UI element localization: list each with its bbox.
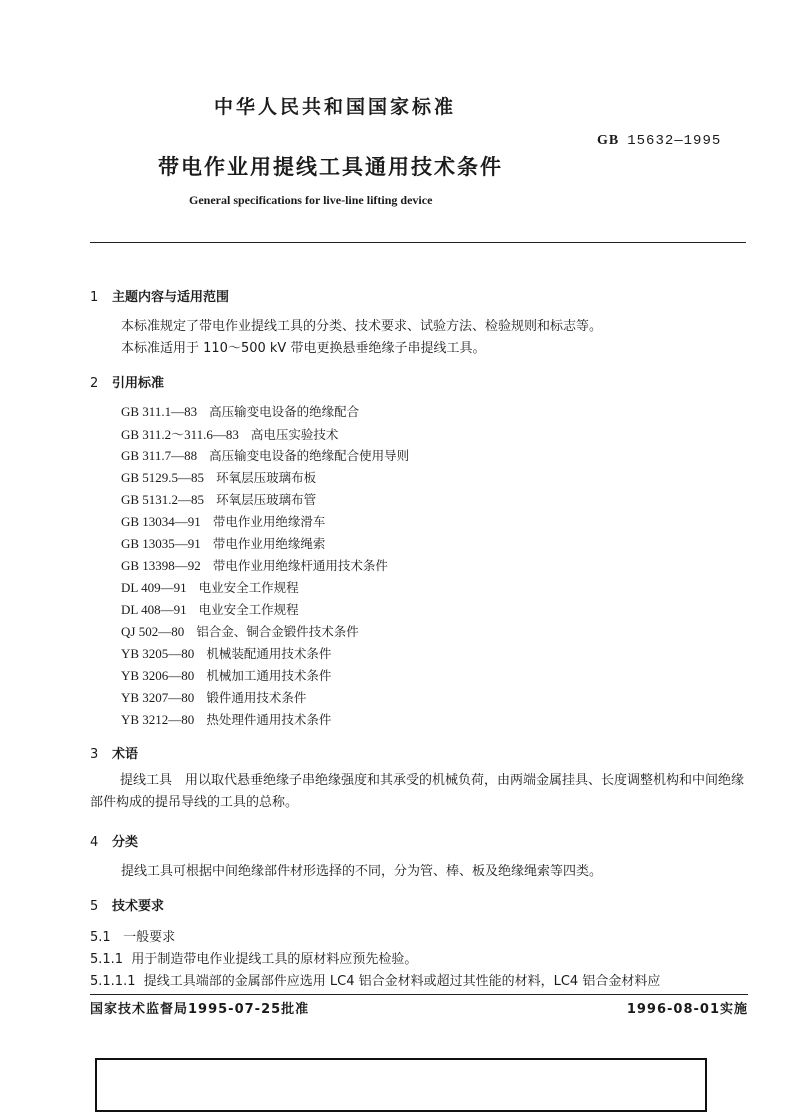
section-title: 主题内容与适用范围: [112, 290, 230, 305]
reference-name: 机械装配通用技术条件: [206, 646, 332, 661]
reference-name: 热处理件通用技术条件: [206, 712, 332, 727]
reference-item: [121, 402, 359, 420]
reference-item: [121, 446, 409, 464]
clause-item: [90, 926, 175, 945]
standard-code: [597, 133, 721, 149]
reference-item: [121, 622, 359, 640]
section-number: 5: [90, 899, 99, 914]
reference-item: [121, 644, 331, 662]
reference-name: 电业安全工作规程: [198, 602, 299, 617]
clause-text: 一般要求: [123, 930, 176, 945]
reference-code: YB 3206—80: [121, 668, 195, 683]
reference-name: 锻件通用技术条件: [206, 690, 307, 705]
approval-note: 国家技术监督局1995-07-25批准: [90, 1002, 310, 1017]
section-1-paragraph: 本标准规定了带电作业提线工具的分类、技术要求、试验方法、检验规则和标志等。: [121, 319, 603, 334]
section-5-heading: [90, 895, 164, 914]
clause-number: 5.1: [90, 930, 111, 945]
section-2-heading: [90, 372, 164, 391]
clause-number: 5.1.1: [90, 952, 124, 967]
reference-item: [121, 578, 299, 596]
standard-body-heading: 中华人民共和国国家标准: [214, 96, 457, 118]
section-3-paragraph: 提线工具 用以取代悬垂绝缘子串绝缘强度和其承受的机械负荷，由两端金属挂具、长度调整机构和中间绝缘部件构成的提吊导线的工具的总称。: [90, 773, 745, 810]
reference-code: GB 311.2～311.6—83: [121, 427, 239, 442]
document-title-cn: 带电作业用提线工具通用技术条件: [158, 155, 503, 179]
reference-name: 带电作业用绝缘绳索: [212, 536, 326, 551]
section-title: 术语: [112, 747, 139, 762]
reference-code: QJ 502—80: [121, 624, 185, 639]
document-title-en: General specifications for live-line lifting device: [189, 193, 433, 207]
standard-code-prefix: GB: [597, 133, 620, 148]
reference-name: 高电压实验技术: [250, 427, 339, 442]
section-1-heading: [90, 286, 229, 305]
section-3-heading: [90, 743, 138, 762]
section-4-paragraph: 提线工具可根据中间绝缘部件材形选择的不同，分为管、棒、板及绝缘绳索等四类。: [121, 864, 603, 879]
section-title: 引用标准: [112, 376, 165, 391]
section-1-paragraph: 本标准适用于 110～500 kV 带电更换悬垂绝缘子串提线工具。: [121, 341, 486, 356]
reference-item: [121, 534, 325, 552]
footer-divider: [90, 994, 748, 995]
effective-date-note: 1996-08-01实施: [626, 1002, 748, 1017]
reference-name: 带电作业用绝缘杆通用技术条件: [212, 558, 388, 573]
reference-code: GB 5129.5—85: [121, 470, 205, 485]
reference-item: [121, 424, 338, 443]
reference-item: [121, 688, 306, 706]
clause-item: [90, 948, 417, 967]
reference-item: [121, 710, 331, 728]
clause-number: 5.1.1.1: [90, 974, 136, 989]
reference-name: 高压输变电设备的绝缘配合: [209, 404, 360, 419]
section-number: 4: [90, 835, 99, 850]
reference-code: GB 13034—91: [121, 514, 201, 529]
reference-code: DL 408—91: [121, 602, 187, 617]
header-divider: [90, 242, 746, 243]
reference-code: GB 311.7—88: [121, 448, 198, 463]
reference-name: 电业安全工作规程: [198, 580, 299, 595]
bottom-frame-box: [95, 1058, 707, 1112]
reference-code: GB 5131.2—85: [121, 492, 205, 507]
reference-name: 铝合金、铜合金锻件技术条件: [196, 624, 359, 639]
reference-name: 环氧层压玻璃布板: [216, 470, 317, 485]
reference-item: [121, 490, 316, 508]
reference-name: 带电作业用绝缘滑车: [212, 514, 326, 529]
reference-code: DL 409—91: [121, 580, 187, 595]
clause-item: [90, 970, 660, 989]
reference-item: [121, 600, 299, 618]
reference-item: [121, 512, 325, 530]
reference-item: [121, 666, 331, 684]
section-4-heading: [90, 831, 138, 850]
standard-code-number: 15632—1995: [627, 133, 722, 149]
reference-code: GB 311.1—83: [121, 404, 198, 419]
reference-code: YB 3205—80: [121, 646, 195, 661]
section-number: 1: [90, 290, 99, 305]
section-number: 3: [90, 747, 99, 762]
reference-code: GB 13035—91: [121, 536, 201, 551]
reference-item: [121, 556, 388, 574]
section-title: 技术要求: [112, 899, 165, 914]
reference-code: YB 3207—80: [121, 690, 195, 705]
reference-item: [121, 468, 316, 486]
clause-text: 提线工具端部的金属部件应选用 LC4 铝合金材料或超过其性能的材料，LC4 铝合金材料应: [143, 974, 661, 989]
clause-text: 用于制造带电作业提线工具的原材料应预先检验。: [131, 952, 418, 967]
reference-name: 环氧层压玻璃布管: [216, 492, 317, 507]
reference-name: 高压输变电设备的绝缘配合使用导则: [209, 448, 410, 463]
section-title: 分类: [112, 835, 139, 850]
section-number: 2: [90, 376, 99, 391]
reference-code: YB 3212—80: [121, 712, 195, 727]
reference-code: GB 13398—92: [121, 558, 201, 573]
reference-name: 机械加工通用技术条件: [206, 668, 332, 683]
